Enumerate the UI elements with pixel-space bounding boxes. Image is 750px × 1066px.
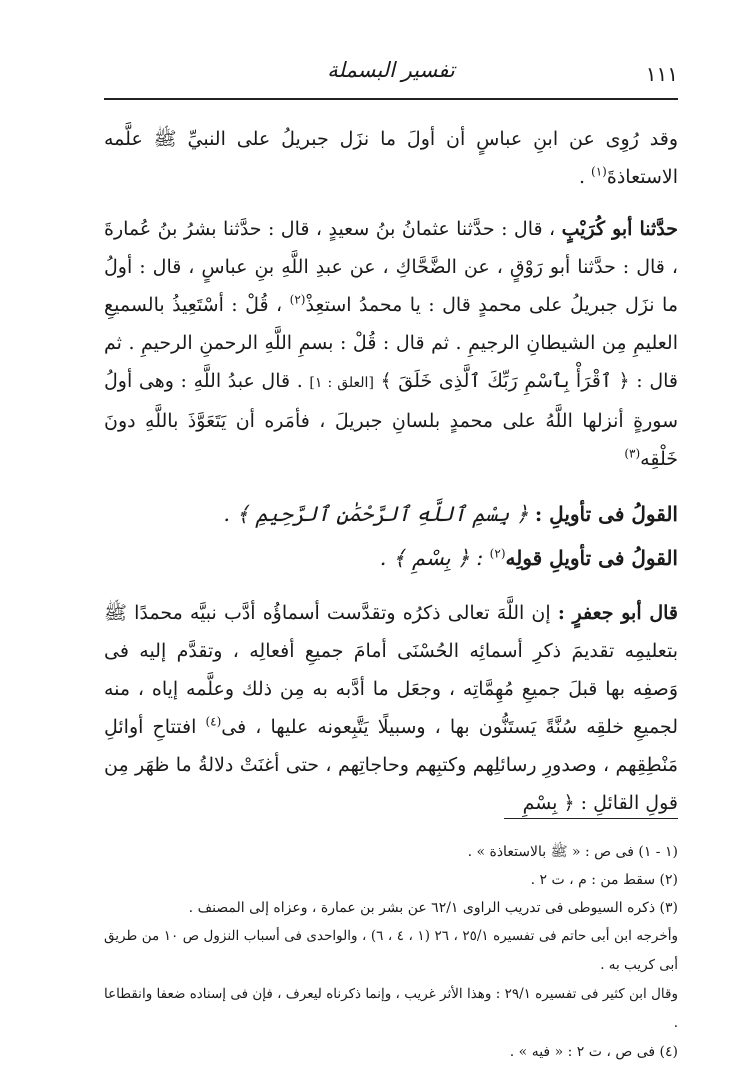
- paragraph-3-text: إن اللَّهَ تعالى ذكرُه وتقدَّست أسماؤُه أدَّب نبيَّه محمدًا ﷺ بتعليمِه تقديمَ ذكرِ أسمائِه الحُسْنَى أمامَ جميعِ أفعالِه ، وتقدَّم إليه فى وَصفِه بها قبلَ جميعِ مُهِمَّاتِه ، وجعَل ما أدَّبه به مِن ذلك وعلَّمه إياه ، منه لجميعِ خلقِه سُنَّةً يَستَنُّون بها ، وسبيلًا يَتَّبِعونه عليها ، فى: [104, 602, 678, 738]
- paragraph-2: [104, 210, 678, 478]
- footnote-rule: [504, 818, 678, 819]
- footnote-4: (٤) فى ص ، ت ٢ : « فيه » .: [509, 1044, 678, 1060]
- paragraph-2-text-b: ، قُلْ : أسْتَعِيذُ بالسميعِ العليمِ مِن الشيطانِ الرجيمِ . ثم قال : قُلْ : بسمِ اللَّهِ الرحمنِ الرحيمِ . ثم قال : ﴿ ٱقْرَأْ بِٱسْمِ رَبِّكَ ٱلَّذِى خَلَقَ ﴾: [104, 294, 679, 392]
- main-text: [104, 120, 678, 822]
- footnote-marker: (٤): [205, 714, 222, 729]
- page-header: [104, 58, 678, 94]
- footnotes: [104, 838, 678, 1066]
- paragraph-3-text-b: افتتاحِ أوائلِ مَنْطِقِهم ، وصدورِ رسائلِهم وكتبِهم وحاجاتِهم ، حتى أغنَتْ دلالةُ ما ظهَر مِن قولِ القائلِ : ﴿ بِسْمِ: [104, 716, 678, 814]
- footnote-3-continuation: وقال ابن كثير فى تفسيره ٢٩/١ : وهذا الأثر غريب ، وإنما ذكرناه ليعرف ، فإن فى إسناده ضعفا وانقطاعا .: [104, 986, 678, 1031]
- spacer: [104, 196, 678, 210]
- spacer: [104, 478, 678, 492]
- running-title: تفسير البسملة: [327, 58, 455, 82]
- page-number: ١١١: [645, 62, 678, 86]
- footnote-marker: (٣): [624, 446, 641, 461]
- footnote-2: (٢) سقط من : م ، ت ٢ .: [530, 872, 678, 888]
- basmala-full: ﴿ بِسْمِ ٱللَّهِ ٱلرَّحْمَٰنِ ٱلرَّحِيمِ ﴾ .: [223, 502, 529, 526]
- paragraph-3: [104, 594, 678, 822]
- spacer: [104, 580, 678, 594]
- paragraph-1-text: وقد رُوِى عن ابنِ عباسٍ أن أولَ ما نزَل جبريلُ على النبيِّ ﷺ علَّمه الاستعاذةَ: [104, 128, 678, 188]
- footnote-marker: (١): [591, 164, 607, 179]
- heading-1-label: القولُ فى تأويلِ :: [534, 502, 678, 526]
- footnote-marker: (٢): [489, 546, 506, 561]
- heading-2-label: القولُ فى تأويلِ قولِه: [505, 546, 678, 570]
- isnad-opening: حدَّثنا أبو كُرَيْبٍ: [561, 218, 678, 240]
- header-rule: [104, 98, 678, 100]
- paragraph-1-end: .: [578, 166, 592, 188]
- paragraph-1: [104, 120, 678, 196]
- footnote-1: (١ - ١) فى ص : « ﷺ بالاستعاذة » .: [467, 844, 678, 860]
- heading-2: [104, 536, 678, 580]
- paragraph-3-speaker: قال أبو جعفرٍ :: [557, 602, 678, 624]
- surah-reference: [العلق : ١]: [309, 375, 374, 391]
- paragraph-2-text-a: ، قال : حدَّثنا عثمانُ بنُ سعيدٍ ، قال : حدَّثنا بشرُ بنُ عُمارةَ ، قال : حدَّثنا أبو رَوْقٍ ، عن الضَّحَّاكِ ، عن عبدِ اللَّهِ بنِ عباسٍ ، قال : أولُ ما نزَل جبريلُ على محمدٍ قال : يا محمدُ استعِذْ: [104, 218, 678, 316]
- footnote-3: (٣) ذكره السيوطى فى تدريب الراوى ٦٢/١ عن بشر بن عمارة ، وعزاه إلى المصنف .: [188, 900, 678, 916]
- basmala-short: : ﴿ بِسْمِ ﴾ .: [379, 546, 484, 570]
- heading-1: [104, 492, 678, 536]
- footnote-marker: (٢): [289, 292, 306, 307]
- footnote-3-continuation: وأخرجه ابن أبى حاتم فى تفسيره ٢٥/١ ، ٢٦ (١ ، ٤ ، ٦) ، والواحدى فى أسباب النزول ص ١٠ من طريق أبى كريب به .: [104, 928, 678, 973]
- paragraph-2-text-c: . قال عبدُ اللَّهِ : وهى أولُ سورةٍ أنزلها اللَّهُ على محمدٍ بلسانِ جبريلَ ، فأمَره أن يَتَعَوَّذَ باللَّهِ دونَ خَلْقِه: [104, 370, 678, 470]
